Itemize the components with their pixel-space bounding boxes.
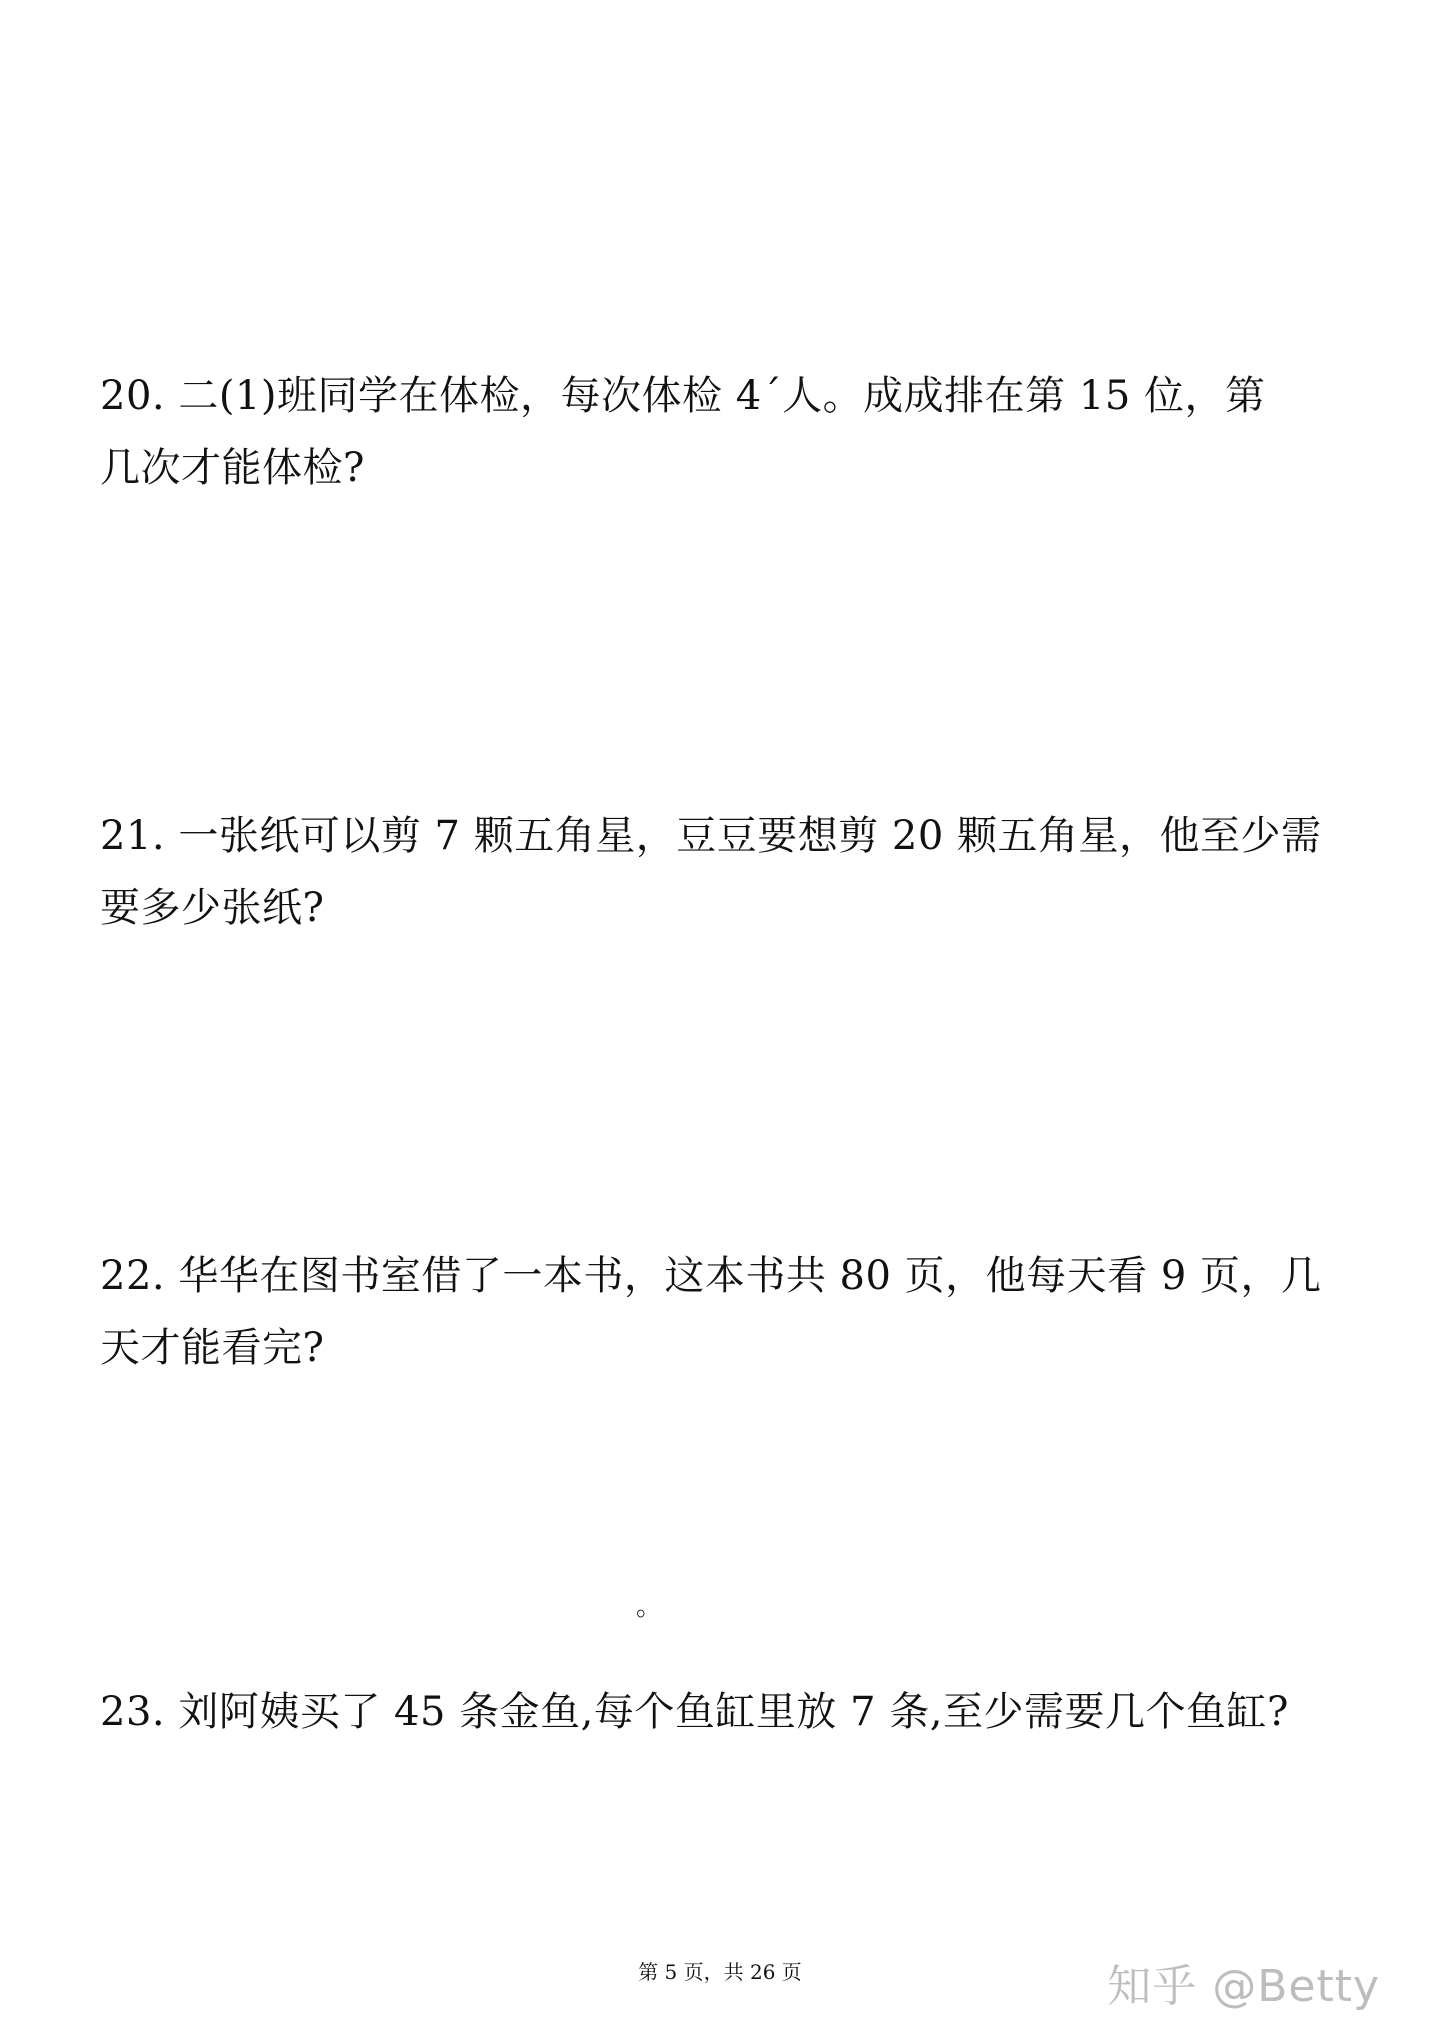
watermark: 知乎 @Betty — [1107, 1961, 1380, 2012]
question-text-line: 20. 二(1)班同学在体检，每次体检 4´人。成成排在第 15 位，第 — [100, 373, 1266, 419]
question-20 — [100, 360, 1350, 504]
question-text-line: 天才能看完? — [100, 1325, 325, 1371]
question-21 — [100, 800, 1350, 944]
page-number-label: 第 5 页，共 26 页 — [638, 1960, 802, 1984]
question-text-line: 23. 刘阿姨买了 45 条金鱼,每个鱼缸里放 7 条,至少需要几个鱼缸? — [100, 1689, 1289, 1735]
question-text-line: 21. 一张纸可以剪 7 颗五角星，豆豆要想剪 20 颗五角星，他至少需 — [100, 813, 1322, 859]
question-text-line: 几次才能体检? — [100, 445, 365, 491]
question-23 — [100, 1676, 1350, 1748]
question-text-line: 22. 华华在图书室借了一本书，这本书共 80 页，他每天看 9 页，几 — [100, 1253, 1322, 1299]
stray-punctuation-mark: 。 — [636, 1592, 663, 1622]
question-text-line: 要多少张纸? — [100, 885, 325, 931]
question-22 — [100, 1240, 1350, 1384]
